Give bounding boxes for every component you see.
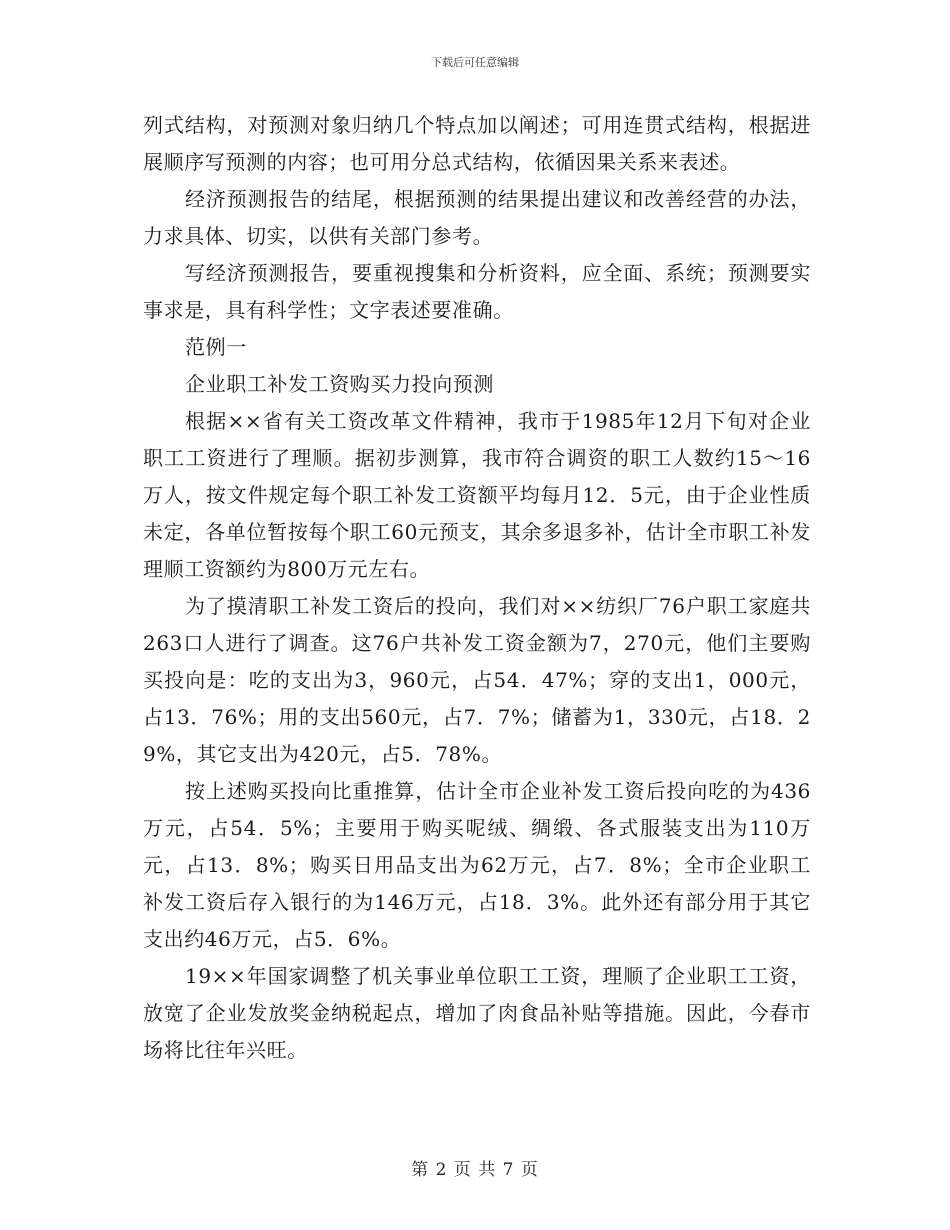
paragraph: 写经济预测报告，要重视搜集和分析资料，应全面、系统；预测要实事求是，具有科学性；文字表述要准确。 xyxy=(143,261,811,322)
paragraph: 为了摸清职工补发工资后的投向，我们对××纺织厂76户职工家庭共263口人进行了调查。这76户共补发工资金额为7，270元，他们主要购买投向是：吃的支出为3，960元，占54．47%；穿的支出1，000元，占13．76%；用的支出560元，占7．7%；储蓄为1，330元，占18．29%，其它支出为420元，占5．78%。 xyxy=(143,594,811,766)
paragraph: 按上述购买投向比重推算，估计全市企业补发工资后投向吃的为436万元，占54．5%；主要用于购买呢绒、绸缎、各式服装支出为110万元，占13．8%；购买日用品支出为62万元，占7．8%；全市企业职工补发工资后存入银行的为146万元，占18．3%。此外还有部分用于其它支出约46万元，占5．6%。 xyxy=(143,779,811,951)
example-label: 范例一 xyxy=(185,335,247,359)
page-number: 第 2 页 共 7 页 xyxy=(411,1160,539,1180)
paragraph: 经济预测报告的结尾，根据预测的结果提出建议和改善经营的办法，力求具体、切实，以供有关部门参考。 xyxy=(143,187,811,248)
example-title: 企业职工补发工资购买力投向预测 xyxy=(185,372,494,396)
header-text: 下载后可任意编辑 xyxy=(431,56,519,69)
paragraph: 根据××省有关工资改革文件精神，我市于1985年12月下旬对企业职工工资进行了理顺。据初步测算，我市符合调资的职工人数约15～16万人，按文件规定每个职工补发工资额平均每月12．5元，由于企业性质未定，各单位暂按每个职工60元预支，其余多退多补，估计全市职工补发理顺工资额约为800万元左右。 xyxy=(143,409,811,581)
paragraph: 列式结构，对预测对象归纳几个特点加以阐述；可用连贯式结构，根据进展顺序写预测的内容；也可用分总式结构，依循因果关系来表述。 xyxy=(143,113,811,174)
page-footer xyxy=(0,1155,950,1180)
document-body xyxy=(143,107,811,1069)
paragraph: 19××年国家调整了机关事业单位职工工资，理顺了企业职工工资，放宽了企业发放奖金纳税起点，增加了肉食品补贴等措施。因此，今春市场将比往年兴旺。 xyxy=(143,964,811,1062)
page-header xyxy=(0,54,950,70)
